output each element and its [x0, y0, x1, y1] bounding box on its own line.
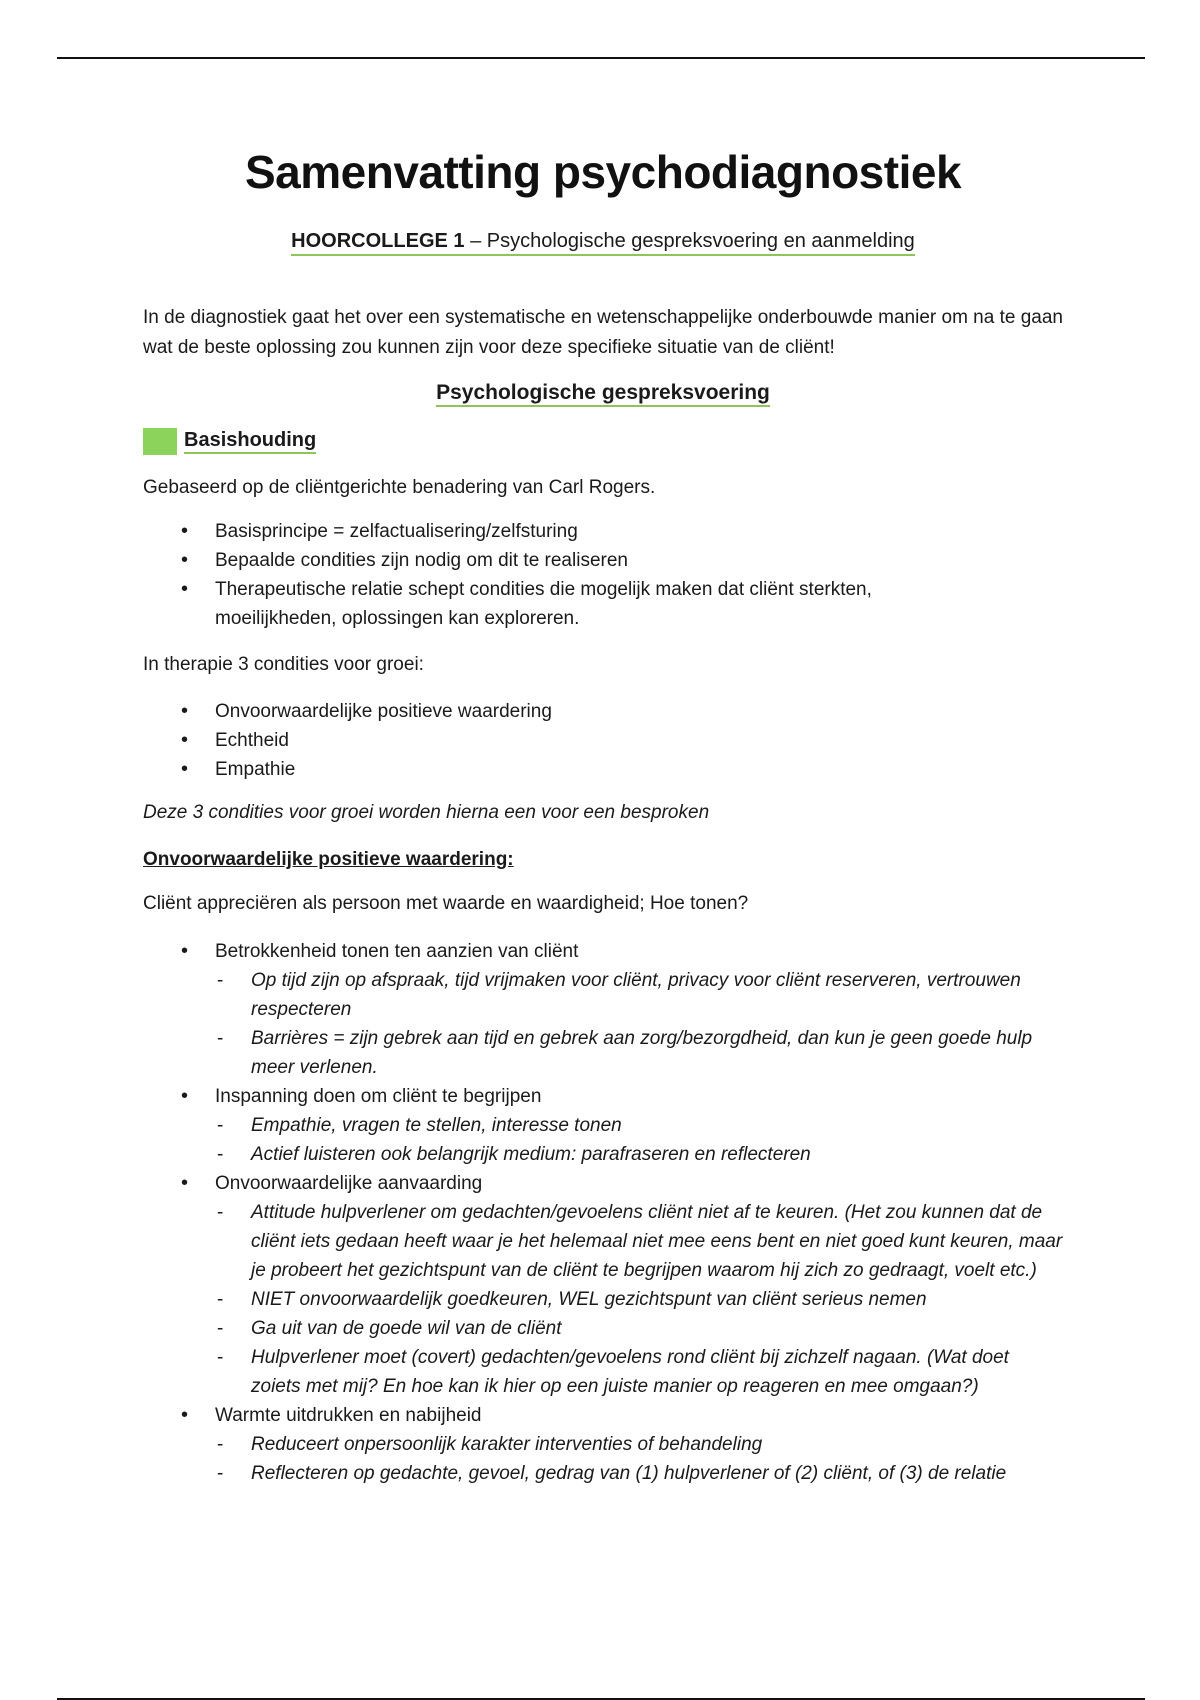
list-item: • Onvoorwaardelijke positieve waardering [143, 697, 1063, 726]
condities-list [143, 697, 1063, 784]
sub-list-item: - Reduceert onpersoonlijk karakter interventies of behandeling [215, 1430, 1063, 1459]
top-rule [57, 57, 1145, 59]
sub-list-item: - Empathie, vragen te stellen, interesse tonen [215, 1111, 1063, 1140]
section-heading-text: Psychologische gespreksvoering [436, 381, 770, 407]
document-subtitle [143, 230, 1063, 256]
list-item-label: Inspanning doen om cliënt te begrijpen [215, 1086, 542, 1107]
condities-intro: In therapie 3 condities voor groei: [143, 654, 424, 675]
sub-list-item: - Barrières = zijn gebrek aan tijd en gebrek aan zorg/bezorgdheid, dan kun je geen goede hulp meer verlenen. [215, 1024, 1063, 1082]
list-item: • Echtheid [143, 726, 1063, 755]
sub-list-item: - NIET onvoorwaardelijk goedkeuren, WEL gezichtspunt van cliënt serieus nemen [215, 1285, 1063, 1314]
sub-list [215, 1198, 1063, 1401]
waardering-list [143, 937, 1063, 1488]
sub-list-item: - Attitude hulpverlener om gedachten/gevoelens cliënt niet af te keuren. (Het zou kunnen dat de cliënt iets gedaan heeft waar je het helemaal niet mee eens bent en niet goed kunt keuren, maar je probeert het gezichtspunt van de cliënt te begrijpen waarom hij zich zo gedraagt, voelt etc.) [215, 1198, 1063, 1285]
list-item: • Basisprincipe = zelfactualisering/zelfsturing [143, 517, 1063, 546]
list-item: • Bepaalde condities zijn nodig om dit te realiseren [143, 546, 1063, 575]
subtitle-lecture: HOORCOLLEGE 1 [291, 230, 465, 252]
subsection-heading-text: Basishouding [184, 429, 316, 454]
list-item [143, 1082, 1063, 1169]
basis-list [143, 517, 1063, 633]
condities-note: Deze 3 condities voor groei worden hierna een voor een besproken [143, 802, 710, 823]
list-item: • Therapeutische relatie schept condities die mogelijk maken dat cliënt sterkten, moeilijkheden, oplossingen kan exploreren. [143, 575, 995, 633]
intro-paragraph: In de diagnostiek gaat het over een systematische en wetenschappelijke onderbouwde manier om na te gaan wat de beste oplossing zou kunnen zijn voor deze specifieke situatie van de cliënt! [143, 307, 1063, 358]
list-item-label: Onvoorwaardelijke aanvaarding [215, 1173, 483, 1194]
list-item [143, 937, 1063, 1082]
sub-list [215, 1111, 1063, 1169]
waardering-heading: Onvoorwaardelijke positieve waardering: [143, 849, 514, 870]
subtitle-topic: – Psychologische gespreksvoering en aanmelding [464, 230, 915, 252]
list-item: • Empathie [143, 755, 1063, 784]
sub-list-item: - Op tijd zijn op afspraak, tijd vrijmaken voor cliënt, privacy voor cliënt reserveren, vertrouwen respecteren [215, 966, 1063, 1024]
section-heading [143, 381, 1063, 407]
list-item [143, 1169, 1063, 1401]
list-item [143, 1401, 1063, 1488]
sub-list-item: - Reflecteren op gedachte, gevoel, gedrag van (1) hulpverlener of (2) cliënt, of (3) de relatie [215, 1459, 1063, 1488]
subsection-heading [143, 428, 316, 455]
sub-list-item: - Actief luisteren ook belangrijk medium: parafraseren en reflecteren [215, 1140, 1063, 1169]
highlight-marker [143, 428, 177, 455]
sub-list-item: - Ga uit van de goede wil van de cliënt [215, 1314, 1063, 1343]
document-title: Samenvatting psychodiagnostiek [244, 146, 962, 198]
list-item-label: Betrokkenheid tonen ten aanzien van cliënt [215, 941, 579, 962]
basis-intro: Gebaseerd op de cliëntgerichte benadering van Carl Rogers. [143, 477, 656, 498]
list-item-label: Warmte uitdrukken en nabijheid [215, 1405, 482, 1426]
sub-list [215, 1430, 1063, 1488]
sub-list-item: - Hulpverlener moet (covert) gedachten/gevoelens rond cliënt bij zichzelf nagaan. (Wat doet zoiets met mij? En hoe kan ik hier op een juiste manier op reageren en mee omgaan?) [215, 1343, 1063, 1401]
waardering-intro: Cliënt appreciëren als persoon met waarde en waardigheid; Hoe tonen? [143, 893, 749, 914]
sub-list [215, 966, 1063, 1082]
